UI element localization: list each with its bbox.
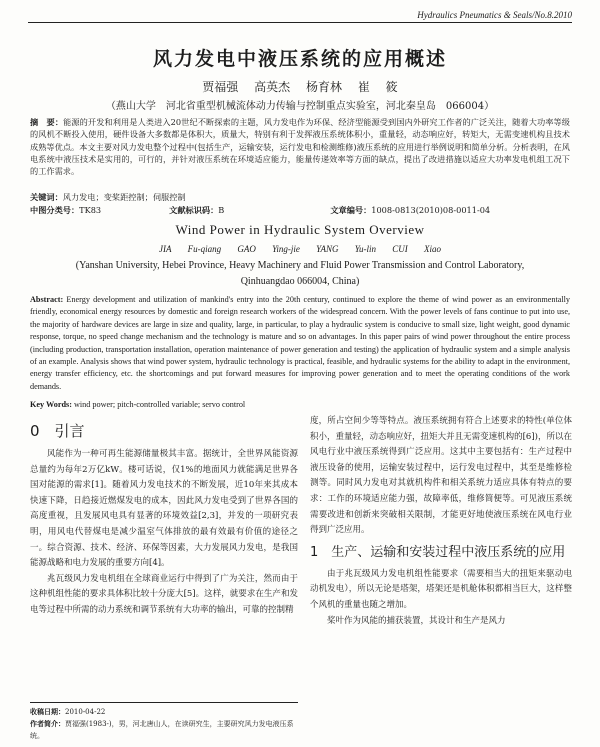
- body-paragraph: 度，所占空间少等等特点。液压系统拥有符合上述要求的特性(单位体积小，重量轻，动态响应好，扭矩大并且无需变速机构的[6])，所以在风电行业中液压系统得到广泛应用。这其中主要包括有：生产过程中液压设备的使用，运输安装过程中，运行发电过程中，其至是维修检测等。同时风力发电对其就机构件和相关系统力适应具体有特点的要求：工作的环境适应能力强，故障率低，维修简便等。可见液压系统需要改进和创新来突破相关限制，才能更好地使液压系统在风电行业得到广泛应用。: [310, 416, 572, 536]
- section-heading-1: 1 生产、运输和安装过程中液压系统的应用: [310, 544, 566, 560]
- right-column: [310, 414, 572, 629]
- author: 贾福强: [202, 80, 239, 94]
- abstract-en-text: Energy development and utilization of mankind's entry into the 20th century, continued to explore the theme of wind power as an environmentally friendly, economical energy resources by domestic and foreign research workers of the widespread concern. With the power levels of fans continue to put into use, the majority of hardware devices are large in size and quality, large, in particular, to play a hydraulic system is conducive to small size, light weight, good dynamic response, torque, no speed change mechanism and the technology is mature and so on advantages. In this paper pairs of wind power throughout the entire process (including production, transportation installation, operation maintenance of power generation and testing) the application of hydraulic system and a simple analysis of an example. Analysis shows that wind power system, hydraulic technology is practical, feasible, and hydraulic systems for the ability to adapt in the environment, energy transfer efficiency, etc. the shortcomings and put forward measures for improving power generation and to meet the operating conditions of the work demands.: [30, 295, 570, 391]
- english-title: Wind Power in Hydraulic System Overview: [175, 222, 425, 237]
- keywords-en-text: wind power; pitch-controlled variable; servo control: [71, 400, 246, 409]
- page-title: 风力发电中液压系统的应用概述: [152, 48, 447, 70]
- keywords-cn-label: 关键词：: [30, 192, 63, 202]
- journal-name: Hydraulics Pneumatics & Seals/No.8.2010: [417, 10, 572, 20]
- abstract-cn-label: 摘 要：: [30, 117, 64, 127]
- author: 崔: [357, 80, 370, 94]
- english-author: JIA Fu-qiang: [159, 244, 222, 254]
- abstract-en-label: Abstract:: [30, 295, 64, 304]
- author: 杨育林: [305, 80, 342, 94]
- author: 高英杰: [254, 80, 291, 94]
- body-paragraph: 兆瓦级风力发电机组在全球商业运行中得到了广为关注，然而由于这种机组性能的要求具体积比较十分庞大[5]。这样，就要求在生产和发电等过程中所需的动力系统和调节系统有大功率的输出，可靠的控制精: [30, 573, 298, 615]
- footnote: [30, 702, 298, 742]
- section-heading-intro: 0 引言: [30, 422, 85, 440]
- classification-row: [30, 205, 570, 216]
- keywords-en: [30, 400, 570, 409]
- body-paragraph: 桨叶作为风能的捕获装置，其设计和生产是风力: [327, 615, 506, 626]
- author-bio: 作者简介：贾福强(1983-)，男，河北唐山人，在读研究生，主要研究风力发电液压系统。: [30, 719, 294, 740]
- english-author: GAO Ying-jie: [237, 244, 300, 254]
- keywords-cn: [30, 192, 570, 203]
- keywords-cn-text: 风力发电；变桨距控制；伺服控制: [62, 192, 186, 202]
- abstract-en: [30, 294, 570, 393]
- affiliation: （燕山大学 河北省重型机械流体动力传输与控制重点实验室，河北秦皇岛 066004）: [105, 101, 495, 112]
- abstract-cn: [30, 116, 570, 177]
- author-list: [0, 78, 600, 95]
- clc-number: 中图分类号：TK83: [30, 205, 102, 215]
- english-affiliation: (Yanshan University, Hebei Province, Heavy Machinery and Fluid Power Transmission and Control Laboratory, Qinhuangdao 066004, China): [75, 260, 525, 287]
- article-number: 文章编号：1008-0813(2010)08-0011-04: [330, 205, 491, 215]
- running-header: [28, 10, 572, 23]
- english-author-list: [0, 244, 600, 254]
- english-author: YANG Yu-lin: [316, 244, 376, 254]
- body-paragraph: 由于兆瓦级风力发电机组性能要求（需要相当大的扭矩来驱动电动机发电），所以无论是塔架，塔架还是机舱体积都相当巨大，这样整个风机的重量也随之增加。: [310, 568, 572, 610]
- left-column: [30, 420, 298, 619]
- received-date: 收稿日期：2010-04-22: [30, 707, 106, 716]
- author: 筱: [385, 80, 398, 94]
- document-code: 文献标识码：B: [169, 205, 225, 215]
- english-author: CUI Xiao: [392, 244, 441, 254]
- keywords-en-label: Key Words:: [30, 400, 72, 409]
- abstract-cn-text: 能源的开发和利用是人类进入20世纪不断探索的主题，风力发电作为环保、经济型能源受到国内外研究工作者的广泛关注，随着大功率等级的风机不断投入使用，硬件设备大多数都是体积大，质量大，特别有利于发挥液压系统体积小，重量轻，动态响应好，转矩大，无需变速机构且技术成熟等优点。本文主要对风力发电整个过程中(包括生产，运输安装，运行发电和检测维修)液压系统的应用进行举例说明和简单分析。分析表明，在风电系统中液压技术是实用的，可行的，并针对液压系统在环境适应能力，能量传递效率等方面的缺点，提出了改进措施以适应大功率发电机组工况下的工作需求。: [30, 117, 570, 177]
- body-paragraph: 风能作为一种可再生能源储量极其丰富。据统计，全世界风能资源总量约为每年2万亿kW。楼可话说，仅1%的地面风力就能满足世界各国对能源的需求[1]。随着风力发电技术的不断发展，近10年来其成本快速下降，日趋接近燃煤发电的成本，因此风力发电受到了世界各国的高度重视，且发展风电具有显著的环境效益[2,3]，并发的一项研究表明，用风电代替煤电是减少温室气体排放的最有效最有价值的途径之一。综合资源、技术、经济、环保等因素，大力发展风力发电，是我国能源战略和电力发展的重要方向[4]。: [30, 449, 298, 569]
